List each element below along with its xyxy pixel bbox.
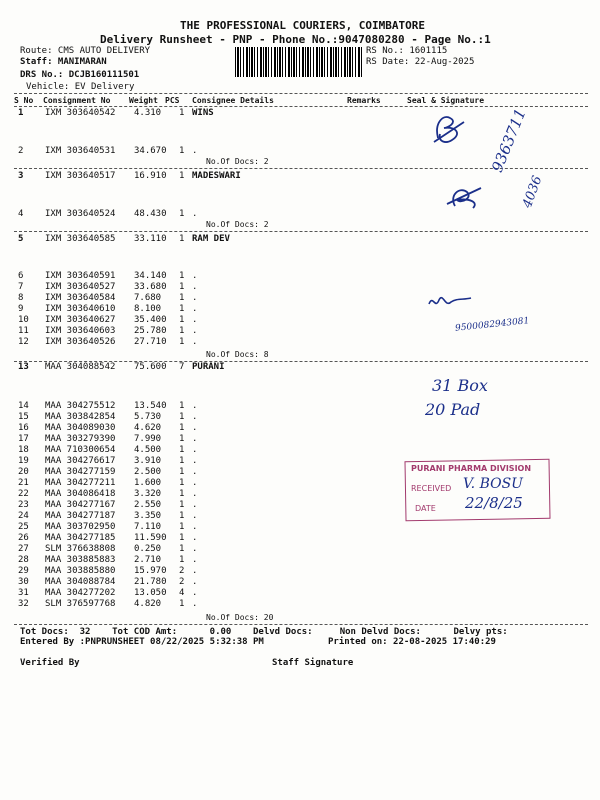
row-pcs: 1 <box>179 445 185 455</box>
row-consignment: IXM 303640524 <box>45 209 116 219</box>
row-weight: 0.250 <box>134 544 162 554</box>
row-weight: 2.550 <box>134 500 162 510</box>
row-weight: 75.600 <box>134 362 167 372</box>
row-sno: 9 <box>18 304 24 314</box>
row-weight: 35.400 <box>134 315 167 325</box>
row-consignee: . <box>192 522 198 532</box>
row-weight: 4.620 <box>134 423 162 433</box>
stamp-received-value: V. BOSU <box>463 476 523 492</box>
row-sno: 7 <box>18 282 24 292</box>
row-sno: 16 <box>18 423 29 433</box>
row-pcs: 1 <box>179 599 185 609</box>
row-consignment: MAA 304086418 <box>45 489 116 499</box>
row-consignment: MAA 303702950 <box>45 522 116 532</box>
row-pcs: 1 <box>179 423 185 433</box>
col-consignment: Consignment No <box>43 96 111 105</box>
col-pcs: PCS <box>165 96 180 105</box>
row-weight: 3.320 <box>134 489 162 499</box>
received-stamp <box>405 460 550 520</box>
row-sno: 3 <box>18 171 24 181</box>
row-weight: 34.140 <box>134 271 167 281</box>
group-note: No.Of Docs: 2 <box>206 157 269 166</box>
row-weight: 3.910 <box>134 456 162 466</box>
row-pcs: 4 <box>179 588 185 598</box>
row-consignment: MAA 304277167 <box>45 500 116 510</box>
row-consignee: . <box>192 489 198 499</box>
row-consignment: MAA 304277211 <box>45 478 116 488</box>
row-consignee: . <box>192 282 198 292</box>
row-weight: 11.590 <box>134 533 167 543</box>
row-consignment: MAA 304277185 <box>45 533 116 543</box>
row-weight: 4.500 <box>134 445 162 455</box>
row-consignment: MAA 304088784 <box>45 577 116 587</box>
stamp-date-value: 22/8/25 <box>465 494 523 512</box>
row-weight: 21.780 <box>134 577 167 587</box>
row-consignee: . <box>192 434 198 444</box>
handwritten-note: 4036 <box>520 173 546 211</box>
row-sno: 19 <box>18 456 29 466</box>
row-sno: 24 <box>18 511 29 521</box>
row-pcs: 1 <box>179 533 185 543</box>
row-consignee: . <box>192 588 198 598</box>
row-weight: 4.310 <box>134 108 162 118</box>
row-pcs: 2 <box>179 566 185 576</box>
row-weight: 48.430 <box>134 209 167 219</box>
row-consignment: IXM 303640531 <box>45 146 116 156</box>
row-sno: 23 <box>18 500 29 510</box>
row-consignment: MAA 304089030 <box>45 423 116 433</box>
row-consignee: PURANI <box>192 362 225 372</box>
row-consignment: IXM 303640627 <box>45 315 116 325</box>
col-remarks: Remarks <box>347 96 381 105</box>
row-sno: 10 <box>18 315 29 325</box>
row-weight: 13.050 <box>134 588 167 598</box>
row-weight: 1.600 <box>134 478 162 488</box>
row-pcs: 7 <box>179 362 185 372</box>
row-sno: 29 <box>18 566 29 576</box>
row-consignee: . <box>192 337 198 347</box>
totals-line: Tot Docs: 32 Tot COD Amt: 0.00 Delvd Docs: Non Delvd Docs: Delvy pts: <box>20 627 508 637</box>
row-sno: 8 <box>18 293 24 303</box>
header-divider-2 <box>14 106 588 107</box>
row-consignee: . <box>192 412 198 422</box>
row-pcs: 1 <box>179 108 185 118</box>
row-pcs: 1 <box>179 304 185 314</box>
row-weight: 34.670 <box>134 146 167 156</box>
row-consignee: . <box>192 271 198 281</box>
row-sno: 18 <box>18 445 29 455</box>
row-consignee: MADESWARI <box>192 171 241 181</box>
group-divider <box>14 361 588 362</box>
row-consignment: IXM 303640585 <box>45 234 116 244</box>
row-consignment: IXM 303640517 <box>45 171 116 181</box>
row-consignee: . <box>192 315 198 325</box>
row-sno: 27 <box>18 544 29 554</box>
row-pcs: 1 <box>179 456 185 466</box>
row-consignment: MAA 710300654 <box>45 445 116 455</box>
staff-signature-label: Staff Signature <box>272 658 354 668</box>
row-weight: 7.680 <box>134 293 162 303</box>
row-sno: 14 <box>18 401 29 411</box>
row-consignment: MAA 304277187 <box>45 511 116 521</box>
row-consignee: . <box>192 478 198 488</box>
row-consignee: WINS <box>192 108 214 118</box>
signature-mark <box>430 112 470 146</box>
row-sno: 6 <box>18 271 24 281</box>
row-weight: 7.990 <box>134 434 162 444</box>
group-note: No.Of Docs: 20 <box>206 613 274 622</box>
row-weight: 3.350 <box>134 511 162 521</box>
row-consignment: MAA 304276617 <box>45 456 116 466</box>
row-pcs: 2 <box>179 577 185 587</box>
row-pcs: 1 <box>179 401 185 411</box>
row-consignment: MAA 304277202 <box>45 588 116 598</box>
row-sno: 2 <box>18 146 24 156</box>
row-pcs: 1 <box>179 326 185 336</box>
col-weight: Weight <box>129 96 158 105</box>
row-sno: 11 <box>18 326 29 336</box>
row-weight: 16.910 <box>134 171 167 181</box>
row-consignment: IXM 303640542 <box>45 108 116 118</box>
row-weight: 5.730 <box>134 412 162 422</box>
row-consignee: . <box>192 293 198 303</box>
group-divider <box>14 624 588 625</box>
row-consignment: IXM 303640526 <box>45 337 116 347</box>
row-consignee: . <box>192 326 198 336</box>
barcode <box>235 47 363 77</box>
row-pcs: 1 <box>179 209 185 219</box>
col-consignee: Consignee Details <box>192 96 274 105</box>
company-name: THE PROFESSIONAL COURIERS, COIMBATORE <box>180 19 426 32</box>
row-weight: 2.500 <box>134 467 162 477</box>
row-consignee: . <box>192 577 198 587</box>
row-consignee: . <box>192 456 198 466</box>
row-consignment: IXM 303640527 <box>45 282 116 292</box>
row-consignee: . <box>192 445 198 455</box>
row-sno: 13 <box>18 362 29 372</box>
row-consignee: . <box>192 304 198 314</box>
row-consignee: . <box>192 209 198 219</box>
row-pcs: 1 <box>179 337 185 347</box>
row-sno: 21 <box>18 478 29 488</box>
row-pcs: 1 <box>179 544 185 554</box>
row-consignee: . <box>192 566 198 576</box>
row-weight: 13.540 <box>134 401 167 411</box>
row-pcs: 1 <box>179 467 185 477</box>
col-seal: Seal & Signature <box>407 96 485 105</box>
signature-mark <box>445 182 485 212</box>
row-sno: 1 <box>18 108 24 118</box>
verified-by: Verified By <box>20 658 80 668</box>
row-weight: 2.710 <box>134 555 162 565</box>
row-pcs: 1 <box>179 146 185 156</box>
row-pcs: 1 <box>179 555 185 565</box>
row-pcs: 1 <box>179 293 185 303</box>
row-consignment: MAA 303279390 <box>45 434 116 444</box>
row-consignment: IXM 303640591 <box>45 271 116 281</box>
row-pcs: 1 <box>179 412 185 422</box>
row-sno: 12 <box>18 337 29 347</box>
row-consignment: MAA 303885880 <box>45 566 116 576</box>
col-sno: S No <box>14 96 34 105</box>
signature-mark <box>425 290 485 316</box>
drs-number: DRS No.: DCJB160111501 <box>20 70 140 80</box>
row-weight: 4.820 <box>134 599 162 609</box>
row-pcs: 1 <box>179 500 185 510</box>
row-consignment: MAA 304277159 <box>45 467 116 477</box>
row-sno: 15 <box>18 412 29 422</box>
vehicle: Vehicle: EV Delivery <box>26 82 135 92</box>
row-consignment: SLM 376638808 <box>45 544 116 554</box>
row-pcs: 1 <box>179 522 185 532</box>
row-sno: 20 <box>18 467 29 477</box>
row-consignment: MAA 303885883 <box>45 555 116 565</box>
row-sno: 31 <box>18 588 29 598</box>
row-sno: 26 <box>18 533 29 543</box>
row-consignment: IXM 303640584 <box>45 293 116 303</box>
row-sno: 5 <box>18 234 24 244</box>
row-consignment: SLM 376597768 <box>45 599 116 609</box>
staff: Staff: MANIMARAN <box>20 57 107 67</box>
row-sno: 22 <box>18 489 29 499</box>
printed-on: Printed on: 22-08-2025 17:40:29 <box>328 637 496 647</box>
stamp-date-label: DATE <box>415 504 436 513</box>
row-weight: 8.100 <box>134 304 162 314</box>
row-pcs: 1 <box>179 434 185 444</box>
row-consignee: . <box>192 511 198 521</box>
row-consignment: MAA 304275512 <box>45 401 116 411</box>
row-pcs: 1 <box>179 478 185 488</box>
row-weight: 7.110 <box>134 522 162 532</box>
group-note: No.Of Docs: 8 <box>206 350 269 359</box>
group-note: No.Of Docs: 2 <box>206 220 269 229</box>
row-sno: 30 <box>18 577 29 587</box>
row-weight: 27.710 <box>134 337 167 347</box>
row-pcs: 1 <box>179 282 185 292</box>
row-pcs: 1 <box>179 315 185 325</box>
handwritten-note: 31 Box <box>432 376 488 395</box>
row-consignee: . <box>192 555 198 565</box>
row-consignment: IXM 303640603 <box>45 326 116 336</box>
row-pcs: 1 <box>179 271 185 281</box>
row-weight: 15.970 <box>134 566 167 576</box>
row-sno: 32 <box>18 599 29 609</box>
row-weight: 25.780 <box>134 326 167 336</box>
row-sno: 28 <box>18 555 29 565</box>
row-weight: 33.110 <box>134 234 167 244</box>
row-pcs: 1 <box>179 171 185 181</box>
row-consignee: . <box>192 533 198 543</box>
header-divider <box>14 93 588 94</box>
row-pcs: 1 <box>179 234 185 244</box>
row-sno: 4 <box>18 209 24 219</box>
runsheet-title: Delivery Runsheet - PNP - Phone No.:9047080280 - Page No.:1 <box>100 33 491 46</box>
row-consignee: . <box>192 146 198 156</box>
row-consignee: . <box>192 423 198 433</box>
rs-date: RS Date: 22-Aug-2025 <box>366 57 475 67</box>
row-consignee: . <box>192 599 198 609</box>
handwritten-note: 20 Pad <box>425 400 481 419</box>
group-divider <box>14 231 588 232</box>
handwritten-note: 9500082943081 <box>454 316 530 334</box>
stamp-received-label: RECEIVED <box>411 484 452 493</box>
row-sno: 17 <box>18 434 29 444</box>
row-consignee: . <box>192 544 198 554</box>
route: Route: CMS AUTO DELIVERY <box>20 46 151 56</box>
row-consignment: IXM 303640610 <box>45 304 116 314</box>
stamp-title: PURANI PHARMA DIVISION <box>411 464 532 473</box>
row-weight: 33.680 <box>134 282 167 292</box>
row-pcs: 1 <box>179 489 185 499</box>
row-consignee: RAM DEV <box>192 234 230 244</box>
row-consignment: MAA 303842854 <box>45 412 116 422</box>
row-consignee: . <box>192 467 198 477</box>
handwritten-note: 9363711 <box>488 106 530 175</box>
row-sno: 25 <box>18 522 29 532</box>
row-consignment: MAA 304088542 <box>45 362 116 372</box>
row-consignee: . <box>192 401 198 411</box>
row-pcs: 1 <box>179 511 185 521</box>
entered-by: Entered By :PNPRUNSHEET 08/22/2025 5:32:38 PM <box>20 637 264 647</box>
row-consignee: . <box>192 500 198 510</box>
rs-number: RS No.: 1601115 <box>366 46 448 56</box>
